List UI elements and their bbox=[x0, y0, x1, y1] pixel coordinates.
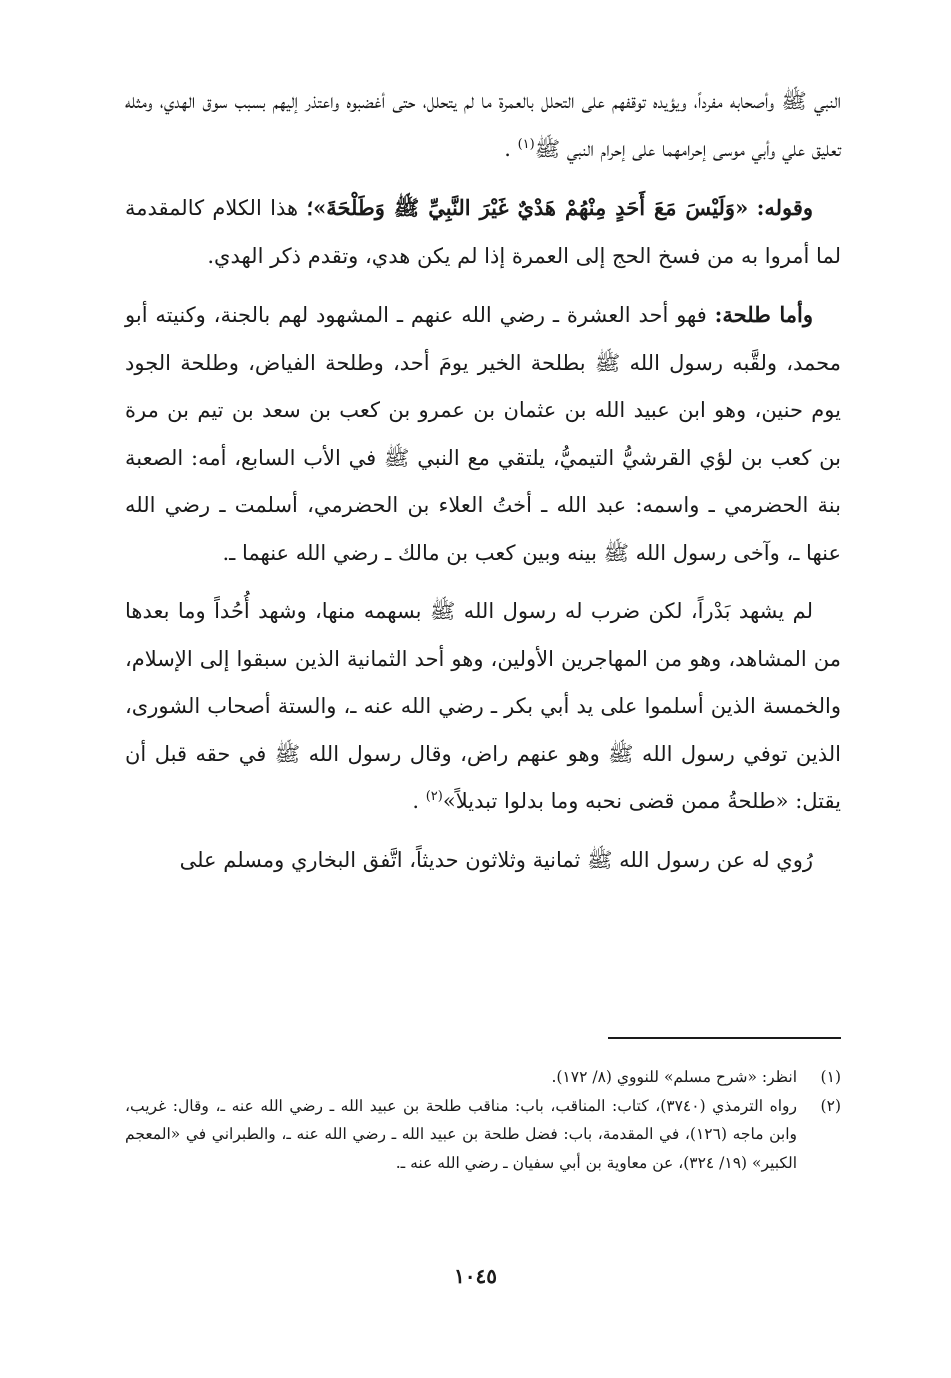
paragraph-3-lead: وأما طلحة: bbox=[714, 302, 813, 327]
paragraph-3 bbox=[125, 291, 841, 577]
footnote-2-text: رواه الترمذي (٣٧٤٠)، كتاب: المناقب، باب: مناقب طلحة بن عبيد الله ـ رضي الله عنه ـ، وقال: غريب، وابن ماجه (١٢٦)، في المقدمة، باب: فضل طلحة بن عبيد الله ـ رضي الله عنه ـ، والطبراني في «المعجم الكبير» (١٩/ ٣٢٤)، عن معاوية بن أبي سفيان ـ رضي الله عنه ـ. bbox=[125, 1096, 797, 1172]
footnote-1-number: (١) bbox=[820, 1068, 841, 1086]
paragraph-1-end: . bbox=[504, 136, 511, 161]
paragraph-2-text: هذا الكلام كالمقدمة لما أمروا به من فسخ الحج إلى العمرة إذا لم يكن هدي، وتقدم ذكر الهدي. bbox=[125, 196, 841, 268]
footnote-ref-2[interactable]: (٢) bbox=[425, 789, 443, 804]
main-text bbox=[125, 78, 841, 884]
footnote-2-number: (٢) bbox=[820, 1096, 841, 1115]
paragraph-3-text: فهو أحد العشرة ـ رضي الله عنهم ـ المشهود لهم بالجنة، وكنيته أبو محمد، ولقَّبه رسول الله ﷺ بطلحة الخير يومَ أحد، وطلحة الفياض، وطلحة الجود يوم حنين، وهو ابن عبيد الله بن عثمان بن عمرو بن كعب بن سعد بن تيم بن مرة بن كعب بن لؤي القرشيُّ التيميُّ، يلتقي مع النبي ﷺ في الأب السابع، أمه: الصعبة بنة الحضرمي ـ واسمه: عبد الله ـ أختُ العلاء بن الحضرمي، أسلمت ـ رضي الله عنها ـ، وآخى رسول الله ﷺ بينه وبين كعب بن مالك ـ رضي الله عنهما ـ. bbox=[125, 303, 841, 565]
paragraph-5 bbox=[125, 837, 841, 885]
footnote-ref-1[interactable]: (١) bbox=[517, 136, 535, 152]
paragraph-2 bbox=[125, 184, 841, 280]
paragraph-4-text: لم يشهد بَدْراً، لكن ضرب له رسول الله ﷺ بسهمه منها، وشهد أُحُداً وما بعدها من المشاهد، وهو من المهاجرين الأولين، وهو أحد الثمانية الذين سبقوا إلى الإسلام، والخمسة الذين أسلموا على يد أبي بكر ـ رضي الله عنه ـ، والستة أصحاب الشورى، الذين توفي رسول الله ﷺ وهو عنهم راض، وقال رسول الله ﷺ في حقه قبل أن يقتل: «طلحةُ ممن قضى نحبه وما بدلوا تبديلاً» bbox=[125, 599, 841, 813]
footnote-1-text: انظر: «شرح مسلم» للنووي (٨/ ١٧٢). bbox=[551, 1068, 797, 1086]
footnotes bbox=[125, 1063, 841, 1177]
paragraph-1-text: النبي ﷺ وأصحابه مفرداً، ويؤيده توقفهم على التحلل بالعمرة ما لم يتحلل، حتى أغضبوه واعتذر إليهم بسبب سوق الهدي، ومثله تعليق علي وأبي موسى إحرامهما على إحرام النبي ﷺ bbox=[125, 89, 841, 161]
paragraph-5-text: رُوي له عن رسول الله ﷺ ثمانية وثلاثون حديثاً، اتَّفق البخاري ومسلم على bbox=[179, 847, 813, 872]
footnote-1 bbox=[125, 1063, 841, 1092]
paragraph-1 bbox=[125, 78, 841, 173]
paragraph-4-end: . bbox=[412, 789, 420, 813]
hadith-quote: «وَلَيْسَ مَعَ أَحَدٍ مِنْهُمْ هَدْيٌ غَيْرَ النَّبِيِّ ﷺ وَطَلْحَةَ»؛ bbox=[306, 195, 749, 220]
page-number: ١٠٤٥ bbox=[454, 1264, 497, 1288]
footnote-divider bbox=[608, 1037, 841, 1039]
paragraph-2-lead: وقوله: bbox=[756, 195, 813, 220]
paragraph-4 bbox=[125, 588, 841, 826]
footnote-2 bbox=[125, 1092, 841, 1178]
